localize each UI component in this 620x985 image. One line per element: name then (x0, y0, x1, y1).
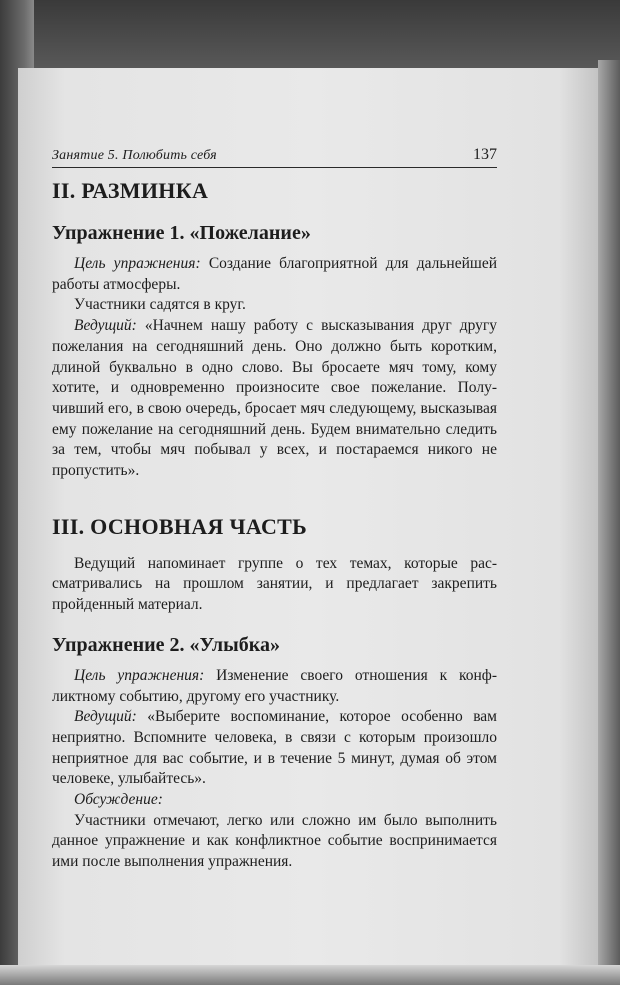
leader-label: Ведущий: (74, 317, 137, 335)
main-part-intro: Ведущий напоминает группе о тех темах, которые рассматривались на прошлом занятии, и предлагает закрепить пройденный материал. (52, 554, 497, 614)
exercise-1-goal (52, 254, 497, 295)
exercise-1-leader (52, 316, 497, 482)
goal-text: Изменение своего отношения к конфликтному событию, другому его участнику. (52, 666, 497, 705)
exercise-1-seating: Участники садятся в круг. (74, 296, 246, 314)
running-head-title: Занятие 5. Полюбить себя (52, 148, 217, 163)
page-bottom-edge (0, 965, 620, 985)
running-head (52, 146, 497, 168)
discussion-label: Обсуждение: (74, 791, 163, 809)
goal-label: Цель упражнения: (74, 255, 201, 272)
leader-text: «Начнем нашу работу с высказывания друг другу пожелания на сегодняшний день. Оно должно быть коротким, длиной буквально в одно слово. Вы бросаете мяч тому, кому хотите, и одновременно произносите свое пожелание. Получивший его, в свою очередь, бросает мяч следующему, высказывая ему пожелание на сегодняшний день. Будем внимательно следить за тем, чтобы мяч побывал у всех, и постараемся никого не пропустить». (52, 317, 497, 480)
page-right-edge (598, 60, 620, 985)
exercise-2-discussion: Участники отмечают, легко или сложно им было выполнить данное упражнение и как конфликтное событие воспринимается ими после выполнения упражнения. (52, 811, 497, 871)
leader-text: «Выберите воспоминание, которое особенно вам неприятно. Вспомните человека, в связи с которым произошло неприятное для вас событие, и в течение 5 минут, думая об этом человеке, улыбайтесь». (52, 708, 497, 788)
goal-label: Цель упражнения: (74, 666, 205, 684)
exercise-2-title: Упражнение 2. «Улыбка» (52, 633, 280, 656)
goal-text: Создание благоприятной для дальнейшей работы атмосферы. (52, 255, 497, 293)
exercise-2-discussion-label (52, 790, 497, 811)
exercise-2-leader (52, 707, 497, 790)
exercise-2-goal (52, 666, 497, 707)
page-number: 137 (473, 146, 497, 163)
scan-top-shadow (0, 0, 620, 72)
section-heading-warmup: II. РАЗМИНКА (52, 178, 209, 203)
exercise-1-title: Упражнение 1. «Пожелание» (52, 222, 311, 244)
page-content (52, 146, 497, 873)
section-heading-main: III. ОСНОВНАЯ ЧАСТЬ (52, 513, 307, 539)
leader-label: Ведущий: (74, 708, 137, 726)
